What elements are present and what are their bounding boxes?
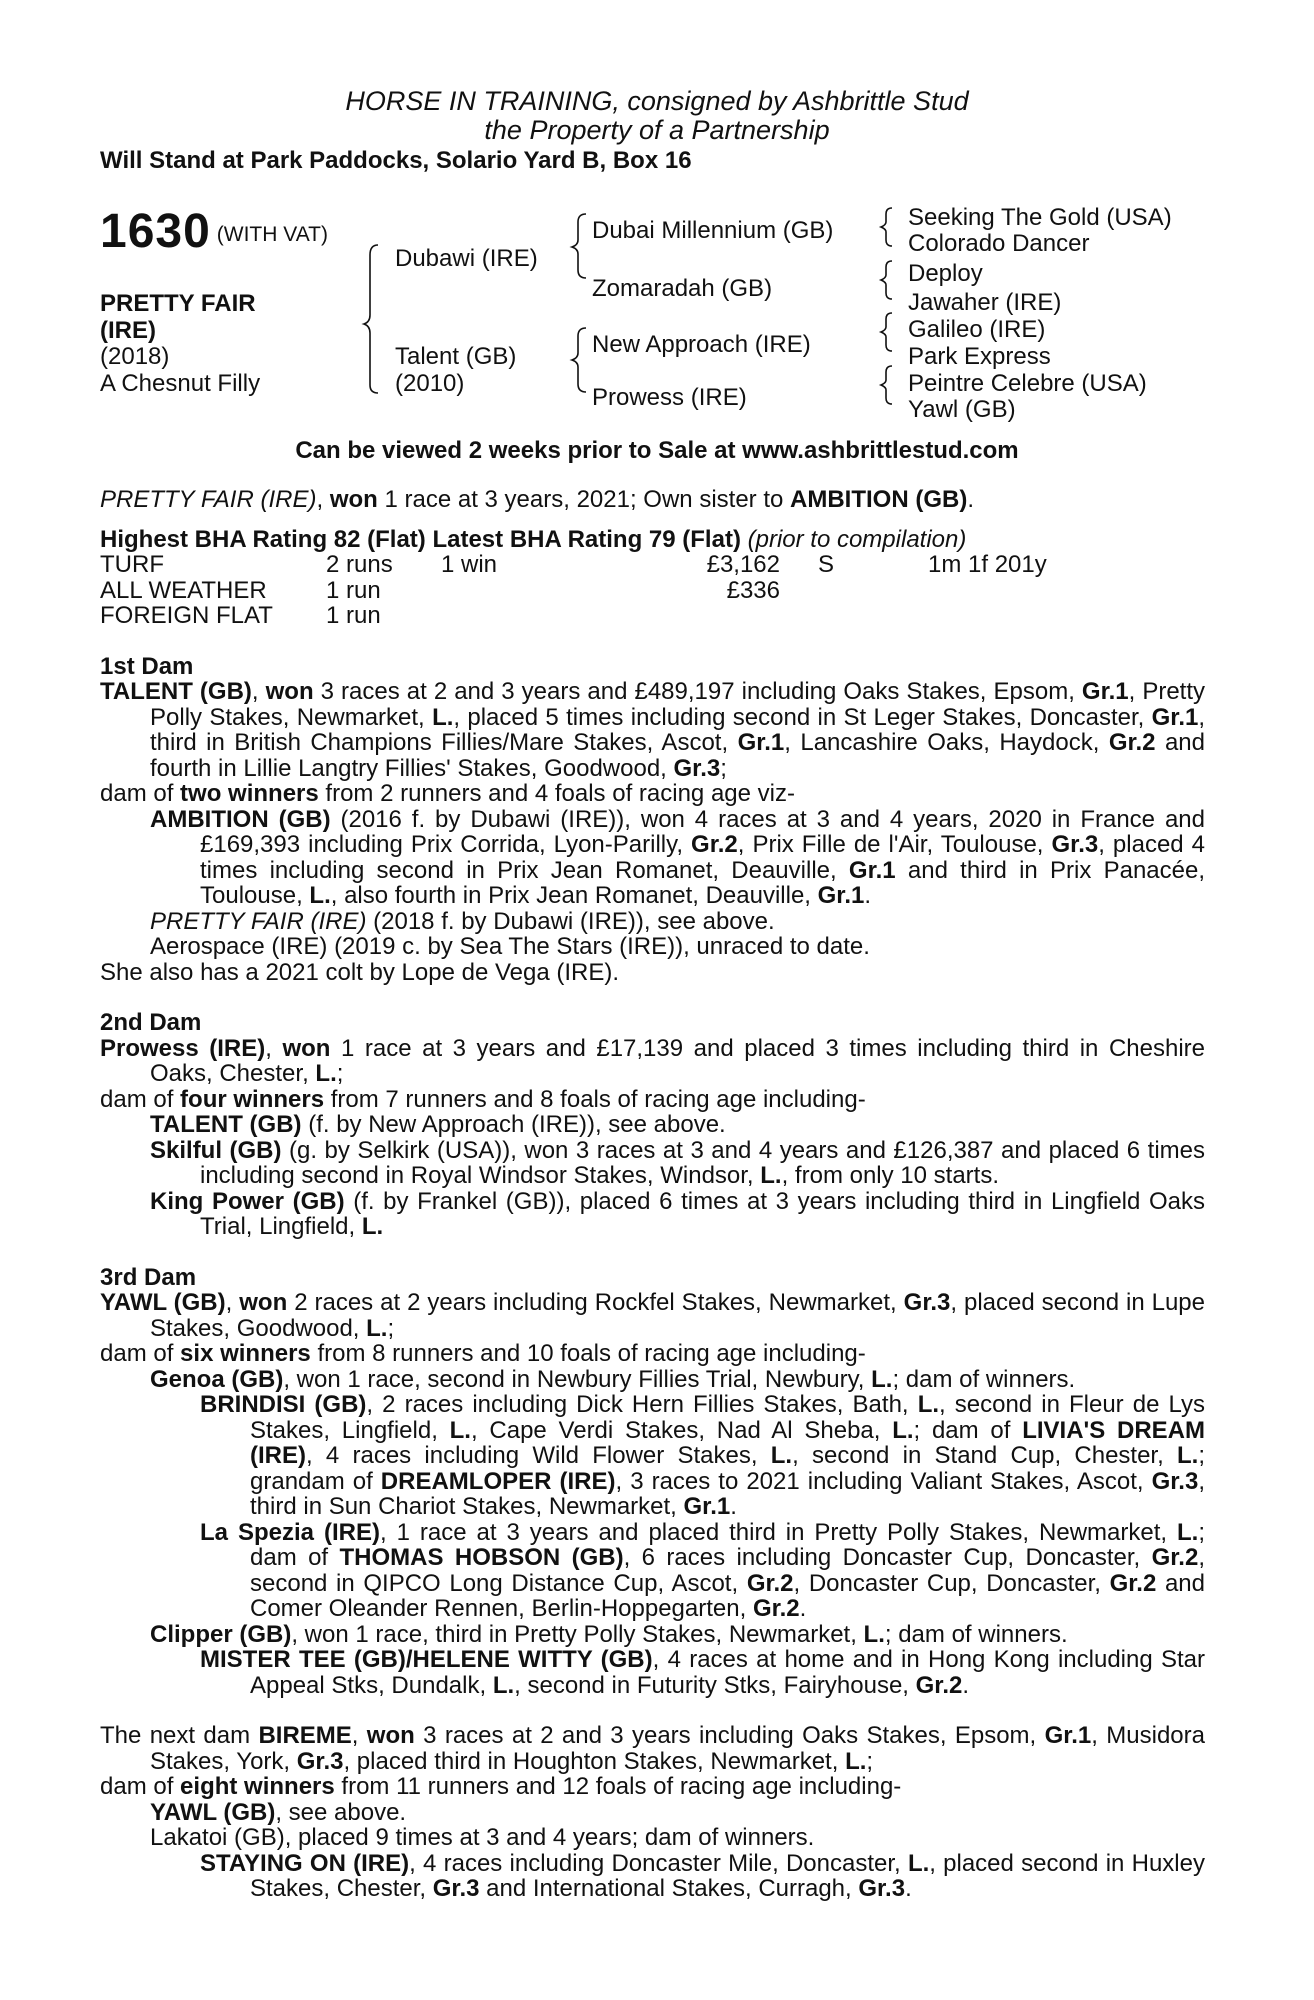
text: from 11 runners and 12 foals of racing age including- <box>334 1773 902 1800</box>
produce-note: She also has a 2021 colt by Lope de Vega (IRE). <box>100 958 620 986</box>
text: 3 races at 2 and 3 years including Oaks Stakes, Epsom, <box>414 1722 1045 1749</box>
record-runs: 1 run <box>326 602 381 629</box>
text: 3 races at 2 and 3 years and £489,197 including Oaks Stakes, Epsom, <box>313 678 1082 705</box>
winners-count: two winners <box>180 780 319 807</box>
text: ; dam of <box>250 1518 1205 1571</box>
intro-sister: AMBITION (GB) <box>790 486 968 513</box>
text: , 4 races including Doncaster Mile, Doncaster, <box>409 1849 908 1877</box>
pedigree-g6: Park Express <box>908 343 1051 370</box>
grade: Gr.3 <box>1051 831 1099 858</box>
pedigree-dam-year: (2010) <box>395 370 465 397</box>
text: ; <box>387 1314 395 1342</box>
produce-entry <box>100 1189 1205 1240</box>
ratings-note: (prior to compilation) <box>740 525 967 553</box>
record-going <box>780 603 928 629</box>
intro-paragraph: PRETTY FAIR (IRE), won 1 race at 3 years, 2021; Own sister to AMBITION (GB). <box>100 486 974 513</box>
grand-produce-entry <box>100 1851 1205 1902</box>
grade: Gr.3 <box>673 754 721 782</box>
produce-name: PRETTY FAIR (IRE) <box>150 907 367 935</box>
grade: Gr.1 <box>1151 703 1199 731</box>
won: won <box>282 1034 331 1062</box>
text: , second in Futurity Stks, Fairyhouse, <box>514 1671 916 1699</box>
stabling-line: Will Stand at Park Paddocks, Solario Yard B, Box 16 <box>100 147 692 174</box>
consignor-line: HORSE IN TRAINING, consigned by Ashbrittle Stud <box>345 86 969 116</box>
listed: L. <box>845 1747 867 1775</box>
text: , second in QIPCO Long Distance Cup, Ascot, <box>250 1544 1205 1597</box>
third-dam-heading: 3rd Dam <box>100 1263 197 1291</box>
listed: L. <box>309 882 331 909</box>
property-line: the Property of a Partnership <box>484 115 830 145</box>
dam-name: BIREME <box>258 1722 352 1749</box>
grand-produce-entry <box>100 1647 1205 1698</box>
produce-name: BRINDISI (GB) <box>200 1391 367 1418</box>
record-prize <box>677 603 780 629</box>
text: , third in Sun Chariot Stakes, Newmarket, <box>250 1467 1205 1520</box>
produce-name: DREAMLOPER (IRE) <box>380 1467 616 1495</box>
record-surface: ALL WEATHER <box>100 576 267 604</box>
text: ; <box>866 1747 874 1775</box>
listed: L. <box>315 1060 337 1087</box>
text: and fourth in Lillie Langtry Fillies' Stakes, Goodwood, <box>150 729 1205 782</box>
record-distance <box>928 578 1047 604</box>
text: dam of <box>100 1340 181 1367</box>
pedigree-g5: Galileo (IRE) <box>908 316 1046 343</box>
record-going <box>780 578 928 604</box>
text: dam of <box>100 780 181 807</box>
winners-count: eight winners <box>180 1773 335 1800</box>
intro-won: won <box>329 486 378 513</box>
text: . <box>905 1875 912 1902</box>
pedigree-sire: Dubawi (IRE) <box>395 245 538 272</box>
text: . <box>730 1493 737 1520</box>
record-wins <box>441 603 677 629</box>
ratings-title: Highest BHA Rating 82 (Flat) Latest BHA Rating 79 (Flat) <box>100 525 741 553</box>
intro-end: . <box>967 486 974 513</box>
text: , third in British Champions Fillies/Mare Stakes, Ascot, <box>150 703 1206 756</box>
grade: Gr.3 <box>903 1289 951 1316</box>
grade: Gr.2 <box>752 1595 800 1622</box>
produce-entry <box>100 1112 1205 1138</box>
produce-entry <box>100 1622 1205 1648</box>
ratings-heading <box>100 527 1205 553</box>
vat-label: (WITH VAT) <box>216 223 328 246</box>
text: dam of <box>100 1085 181 1113</box>
text: ; dam of winners. <box>884 1620 1068 1648</box>
grand-produce-entry <box>100 1520 1205 1622</box>
text: , 6 races including Doncaster Cup, Doncaster, <box>623 1544 1152 1571</box>
text: , also fourth in Prix Jean Romanet, Deauville, <box>330 882 818 909</box>
grade: Gr.2 <box>1108 729 1156 756</box>
lot-number-value: 1630 <box>100 205 211 258</box>
text: , placed second in Huxley Stakes, Chester, <box>250 1849 1205 1902</box>
winners-count: six winners <box>180 1340 311 1367</box>
produce-entry <box>100 807 1205 909</box>
grade: Gr.1 <box>848 856 896 884</box>
second-dam-record: Prowess (IRE), won 1 race at 3 years and £17,139 and placed 3 times including third in Cheshire Oaks, Chester, L.; <box>100 1034 1205 1087</box>
text: ; <box>720 754 727 782</box>
text: , <box>351 1722 367 1749</box>
record-wins: 1 win <box>441 551 498 578</box>
produce-name: Skilful (GB) <box>150 1136 282 1164</box>
third-dam-produce-summary <box>100 1341 1205 1367</box>
text: , Lancashire Oaks, Haydock, <box>784 729 1109 756</box>
first-dam-heading: 1st Dam <box>100 652 194 680</box>
listed: L. <box>760 1162 782 1189</box>
record-runs: 2 runs <box>326 551 393 578</box>
race-record-table <box>100 552 1047 629</box>
text: , 3 races to 2021 including Valiant Stakes, Ascot, <box>615 1467 1152 1495</box>
produce-entry: Lakatoi (GB), placed 9 times at 3 and 4 years; dam of winners. <box>150 1824 815 1851</box>
text: The next dam <box>100 1722 259 1749</box>
grade: Gr.3 <box>432 1875 480 1902</box>
third-dam-record: YAWL (GB), won 2 races at 2 years including Rockfel Stakes, Newmarket, Gr.3, placed second in Lupe Stakes, Goodwood, L.; <box>100 1289 1206 1342</box>
winners-count: four winners <box>180 1085 325 1113</box>
listed: L. <box>361 1213 384 1240</box>
horse-foaled: (2018) <box>100 343 170 370</box>
text: , won 1 race, second in Newbury Fillies Trial, Newbury, <box>283 1365 872 1393</box>
text: and Comer Oleander Rennen, Berlin-Hoppegarten, <box>250 1569 1205 1622</box>
won: won <box>366 1722 415 1749</box>
horse-description: A Chesnut Filly <box>100 370 261 397</box>
listed: L. <box>892 1416 914 1444</box>
dam-name: YAWL (GB) <box>100 1289 226 1316</box>
text: , placed 4 times including second in Prix Jean Romanet, Deauville, <box>200 831 1206 884</box>
text: , Prix Fille de l'Air, Toulouse, <box>737 831 1052 858</box>
grade: Gr.1 <box>817 882 865 909</box>
listed: L. <box>449 1416 471 1444</box>
text: (g. by Selkirk (USA)), won 3 races at 3 and 4 years and £126,387 and placed 6 times including second in Royal Windsor Stakes, Windsor, <box>200 1136 1205 1189</box>
text: . <box>864 882 872 909</box>
text: . <box>962 1671 970 1699</box>
grand-produce-entry <box>100 1392 1205 1520</box>
pedigree-g4: Jawaher (IRE) <box>908 289 1062 316</box>
lot-number <box>100 204 328 263</box>
text: ; grandam of <box>250 1442 1206 1495</box>
text: , 4 races including Wild Flower Stakes, <box>306 1442 771 1469</box>
text: , second in Stand Cup, Chester, <box>792 1442 1178 1469</box>
text: , see above. <box>275 1798 407 1826</box>
produce-name: La Spezia (IRE) <box>200 1518 380 1546</box>
text: from 2 runners and 4 foals of racing age viz- <box>318 780 795 807</box>
listed: L. <box>907 1849 930 1877</box>
grade: Gr.1 <box>737 729 785 756</box>
intro-horse-name: PRETTY FAIR (IRE) <box>100 486 317 513</box>
record-wins <box>441 578 677 604</box>
first-dam-produce-summary <box>100 781 1205 807</box>
text: , 4 races at home and in Hong Kong including Star Appeal Stks, Dundalk, <box>250 1646 1205 1699</box>
catalogue-body <box>100 487 1205 1902</box>
text: ; dam of winners. <box>892 1365 1076 1393</box>
text: ; dam of <box>913 1416 1023 1444</box>
grade: Gr.2 <box>691 831 738 858</box>
text: , placed third in Houghton Stakes, Newmarket, <box>343 1747 846 1775</box>
pedigree-g8: Yawl (GB) <box>908 396 1016 423</box>
pedigree-sire-dam: Zomaradah (GB) <box>592 275 773 302</box>
text: , Musidora Stakes, York, <box>150 1722 1205 1775</box>
produce-entry: Aerospace (IRE) (2019 c. by Sea The Stars (IRE)), unraced to date. <box>150 933 870 960</box>
pedigree-g3: Deploy <box>908 260 983 287</box>
text: (f. by Frankel (GB)), placed 6 times at 3 years including third in Lingfield Oaks Trial, Lingfield, <box>200 1187 1205 1240</box>
produce-name: King Power (GB) <box>150 1187 345 1215</box>
text: dam of <box>100 1773 181 1800</box>
dam-name: Prowess (IRE) <box>100 1034 266 1062</box>
won: won <box>265 678 314 705</box>
record-distance: 1m 1f 201y <box>928 551 1047 578</box>
produce-name: YAWL (GB) <box>150 1798 276 1826</box>
race-record-row <box>100 552 1047 578</box>
text: 1 race at 3 years and £17,139 and placed 3 times including third in Cheshire Oaks, Chester, <box>150 1034 1205 1087</box>
record-prize: £3,162 <box>706 551 780 578</box>
text: , Cape Verdi Stakes, Nad Al Sheba, <box>470 1416 893 1444</box>
produce-name: THOMAS HOBSON (GB) <box>339 1544 624 1571</box>
record-runs: 1 run <box>326 576 381 604</box>
intro-text: 1 race at 3 years, 2021; Own sister to <box>377 486 791 513</box>
horse-name: PRETTY FAIR <box>100 290 256 317</box>
grade: Gr.3 <box>296 1747 344 1775</box>
record-distance <box>928 603 1047 629</box>
grade: Gr.1 <box>1044 1722 1092 1749</box>
grade: Gr.3 <box>1151 1467 1199 1495</box>
listed: L. <box>432 703 454 731</box>
grade: Gr.3 <box>858 1875 906 1902</box>
produce-name: AMBITION (GB) <box>150 805 331 833</box>
produce-name: TALENT (GB) <box>150 1111 302 1138</box>
pedigree-g2: Colorado Dancer <box>908 230 1090 257</box>
listed: L. <box>1177 1442 1199 1469</box>
text: , 1 race at 3 years and placed third in Pretty Polly Stakes, Newmarket, <box>379 1518 1177 1546</box>
produce-name: Clipper (GB) <box>150 1620 292 1648</box>
text: and third in Prix Panacée, Toulouse, <box>200 856 1205 909</box>
record-prize: £336 <box>726 576 780 604</box>
listed: L. <box>366 1314 388 1342</box>
listed: L. <box>492 1671 515 1699</box>
listed: L. <box>770 1442 793 1469</box>
record-surface: TURF <box>100 551 164 578</box>
pedigree-g1: Seeking The Gold (USA) <box>908 204 1172 231</box>
grade: Gr.2 <box>1151 1544 1199 1571</box>
pedigree-dam-dam: Prowess (IRE) <box>592 384 747 411</box>
text: , placed second in Lupe Stakes, Goodwood, <box>150 1289 1206 1342</box>
won: won <box>239 1289 288 1316</box>
produce-entry <box>100 1800 1205 1826</box>
grade: Gr.2 <box>746 1569 794 1597</box>
grade: Gr.1 <box>683 1493 731 1520</box>
pedigree-dam: Talent (GB) <box>395 343 517 370</box>
text: 2 races at 2 years including Rockfel Stakes, Newmarket, <box>287 1289 904 1316</box>
produce-entry <box>100 1367 1205 1393</box>
text: , won 1 race, third in Pretty Polly Stakes, Newmarket, <box>291 1620 864 1648</box>
produce-entry <box>100 909 1205 935</box>
text: . <box>799 1595 807 1622</box>
pedigree-g7: Peintre Celebre (USA) <box>908 370 1147 397</box>
text: , from only 10 starts. <box>781 1162 999 1189</box>
text: ; <box>336 1060 344 1087</box>
viewing-notice: Can be viewed 2 weeks prior to Sale at www.ashbrittlestud.com <box>295 437 1019 464</box>
pedigree-dam-sire: New Approach (IRE) <box>592 331 811 358</box>
race-record-row <box>100 578 1047 604</box>
text: from 8 runners and 10 foals of racing age including- <box>310 1340 866 1367</box>
horse-country: (IRE) <box>100 317 156 344</box>
second-dam-heading: 2nd Dam <box>100 1009 202 1036</box>
listed: L. <box>863 1620 885 1648</box>
listed: L. <box>1177 1518 1199 1546</box>
text: (2016 f. by Dubawi (IRE)), won 4 races at 3 and 4 years, 2020 in France and £169,393 including Prix Corrida, Lyon-Parilly, <box>200 805 1205 858</box>
dam-name: TALENT (GB) <box>100 678 252 705</box>
listed: L. <box>871 1365 893 1393</box>
listed: L. <box>917 1391 940 1418</box>
next-dam-record <box>100 1723 1205 1774</box>
text: and International Stakes, Curragh, <box>479 1875 859 1902</box>
record-surface: FOREIGN FLAT <box>100 602 273 629</box>
second-dam-produce-summary <box>100 1087 1205 1113</box>
produce-name: LIVIA'S DREAM (IRE) <box>250 1416 1205 1469</box>
pedigree-sire-sire: Dubai Millennium (GB) <box>592 217 834 244</box>
first-dam-record: TALENT (GB), won 3 races at 2 and 3 years and £489,197 including Oaks Stakes, Epsom, Gr.1, Pretty Polly Stakes, Newmarket, L., placed 5 times including second in St Leger Stakes, Doncaster, Gr.1, third in British Champions Fillies/Mare Stakes, Ascot, Gr.1, Lancashire Oaks, Haydock, Gr.2 and fourth in Lillie Langtry Fillies' Stakes, Goodwood, Gr.3; <box>100 678 1206 782</box>
text: , Doncaster Cup, Doncaster, <box>793 1569 1110 1597</box>
race-record-row <box>100 603 1047 629</box>
record-going: S <box>818 551 835 578</box>
produce-name: MISTER TEE (GB)/HELENE WITTY (GB) <box>200 1646 653 1673</box>
text: , placed 5 times including second in St Leger Stakes, Doncaster, <box>453 703 1152 731</box>
grade: Gr.2 <box>1109 1569 1157 1597</box>
produce-entry <box>100 1138 1205 1189</box>
grade: Gr.2 <box>915 1671 963 1699</box>
text: from 7 runners and 8 foals of racing age including- <box>324 1085 866 1113</box>
produce-name: Genoa (GB) <box>150 1365 284 1393</box>
text: (f. by New Approach (IRE)), see above. <box>301 1111 726 1138</box>
grade: Gr.1 <box>1081 678 1129 705</box>
text: , Pretty Polly Stakes, Newmarket, <box>150 678 1206 731</box>
produce-name: STAYING ON (IRE) <box>200 1849 410 1877</box>
text: , 2 races including Dick Hern Fillies Stakes, Bath, <box>366 1391 918 1418</box>
text: (2018 f. by Dubawi (IRE)), see above. <box>366 907 775 935</box>
text: , second in Fleur de Lys Stakes, Lingfield, <box>250 1391 1205 1444</box>
next-dam-produce-summary <box>100 1774 1205 1800</box>
